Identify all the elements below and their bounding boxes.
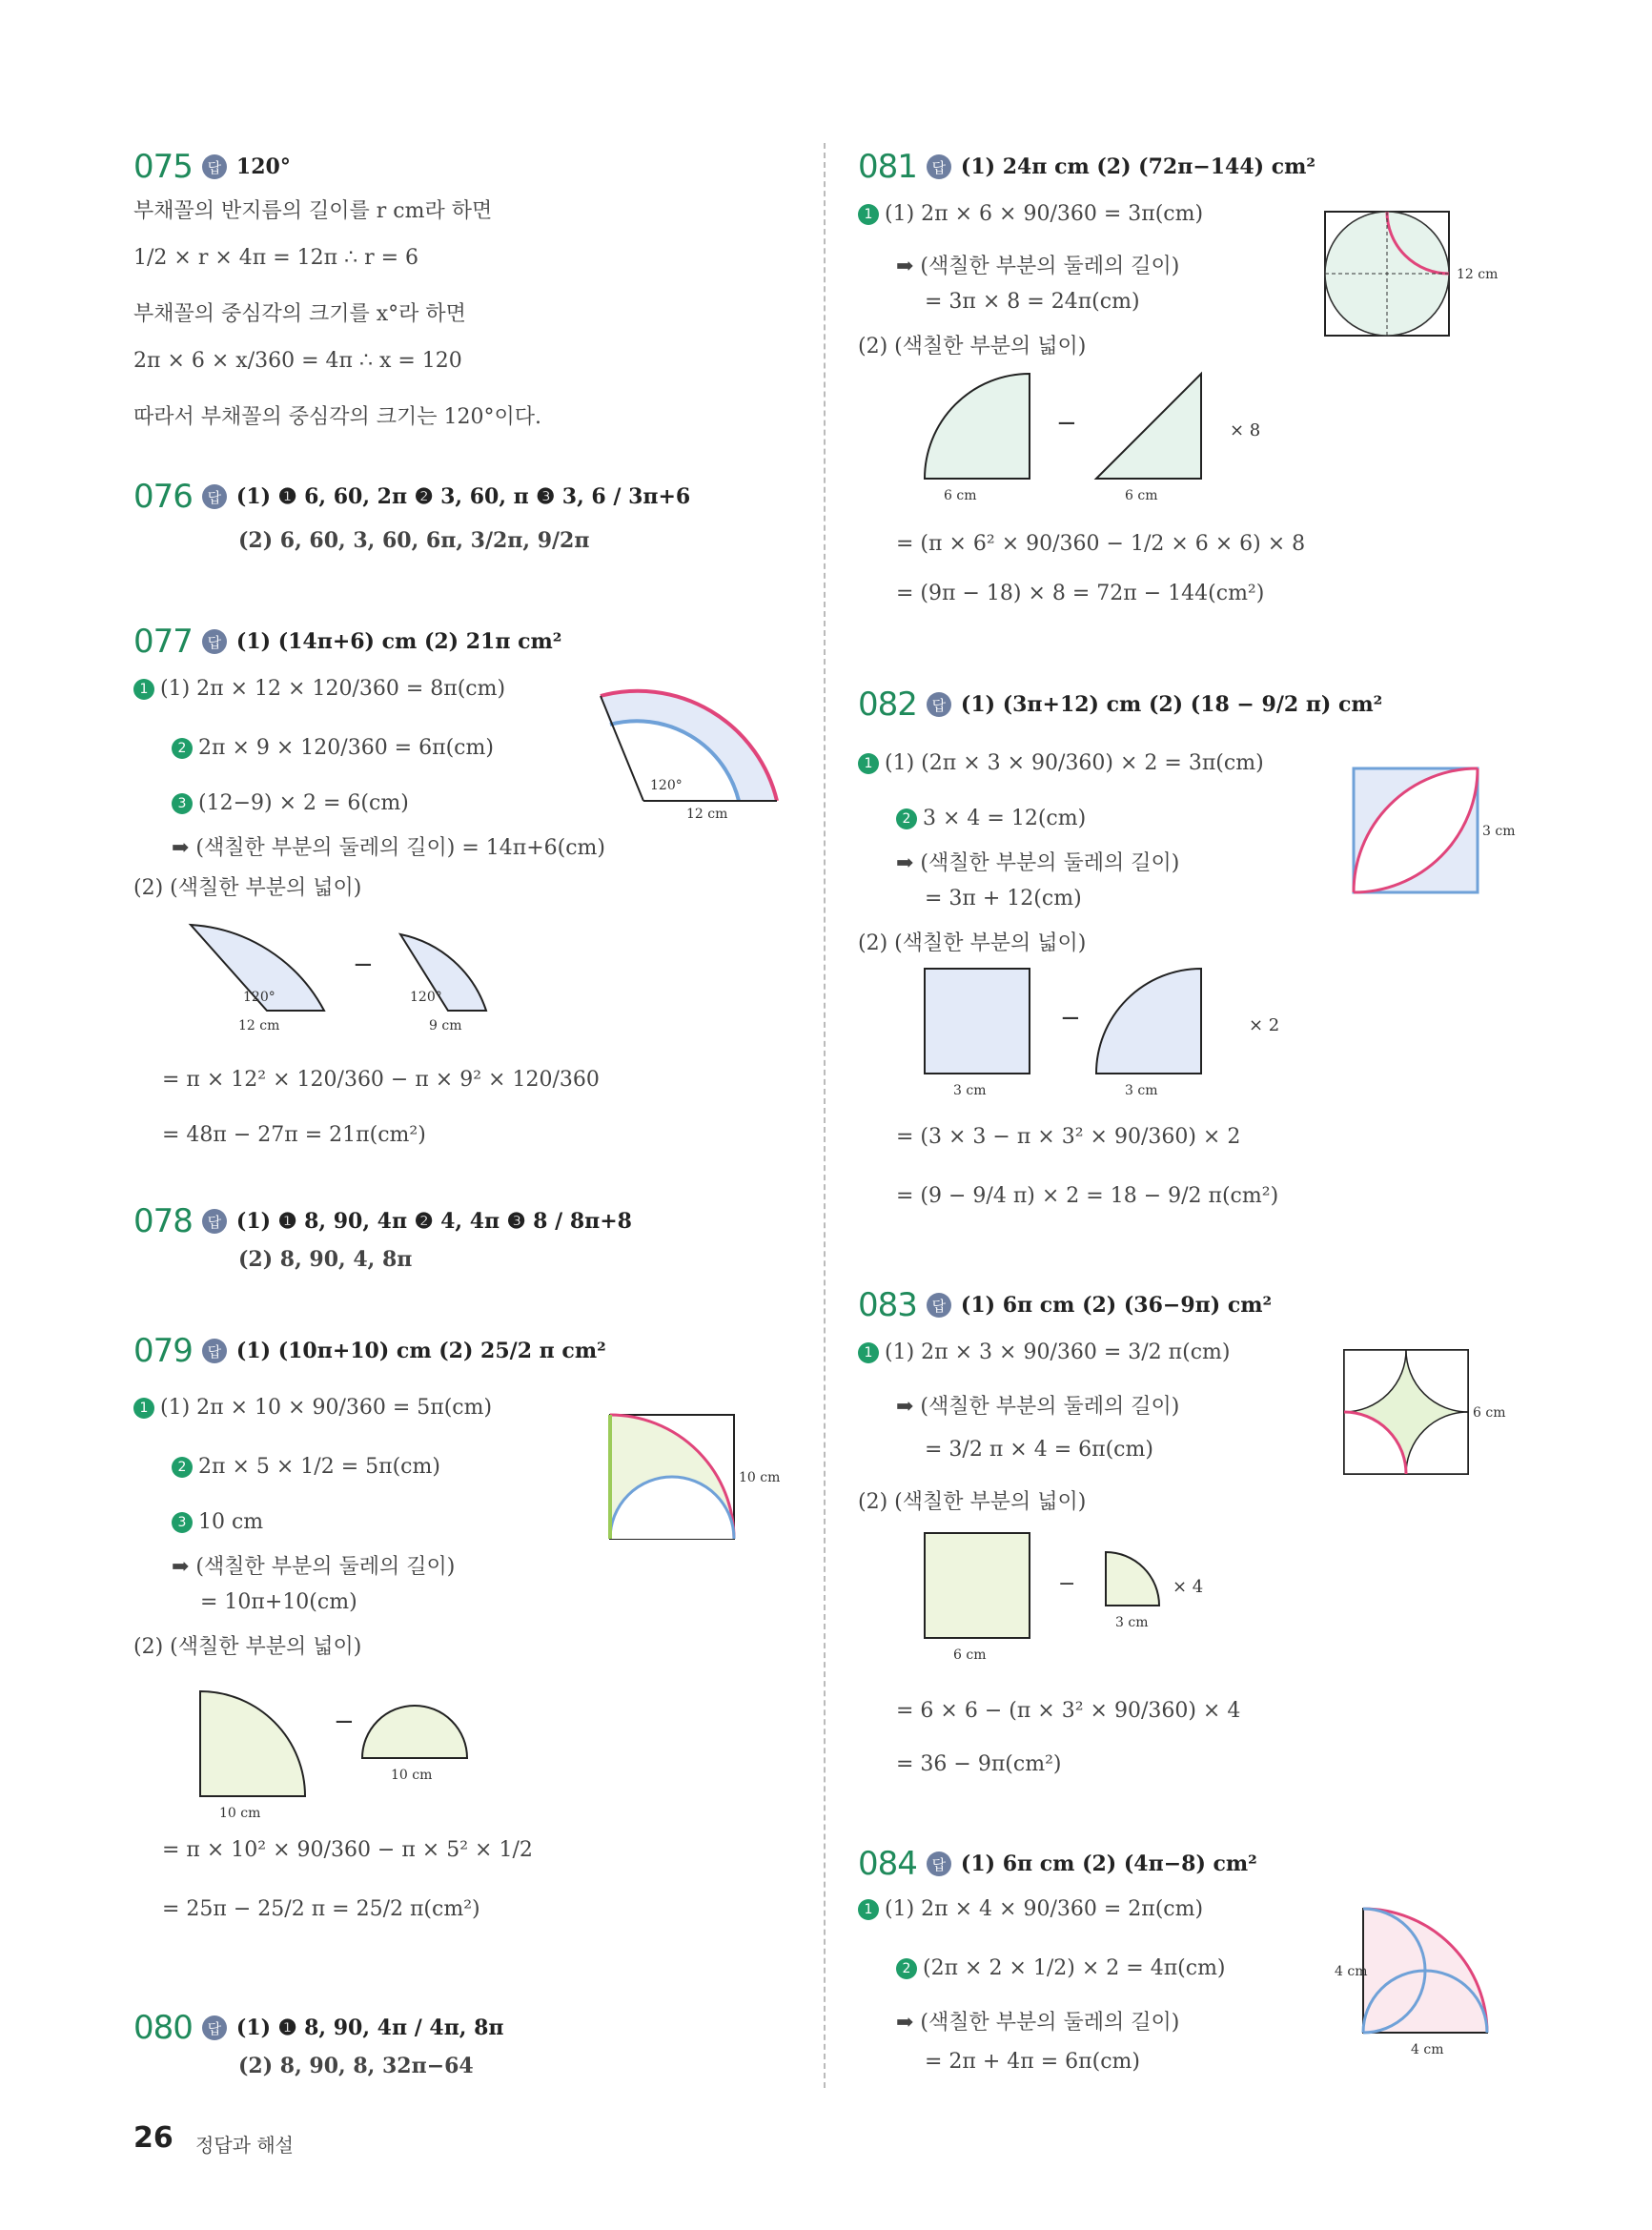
- solution-line: 1/2 × r × 4π = 12π ∴ r = 6: [133, 246, 419, 270]
- step-3-marker: 3: [172, 793, 193, 814]
- svg-text:× 8: × 8: [1230, 420, 1261, 440]
- radius-label: 12 cm: [686, 807, 728, 822]
- quarter-circle-figure: [1335, 1899, 1516, 2061]
- svg-text:10 cm: 10 cm: [391, 1768, 433, 1783]
- solution-line: ➡ (색칠한 부분의 둘레의 길이): [896, 2011, 1180, 2035]
- problem-number: 082: [858, 685, 917, 724]
- problem-083: [858, 1283, 1525, 1776]
- svg-text:−: −: [353, 951, 374, 979]
- area-difference-figure: [887, 959, 1306, 1102]
- solution-line: 1 (1) 2π × 10 × 90/360 = 5π(cm): [133, 1396, 492, 1420]
- solution-line: = 3/2 π × 4 = 6π(cm): [925, 1438, 1153, 1462]
- answer-badge: 답: [202, 629, 227, 654]
- solution-line: = 3π × 8 = 24π(cm): [925, 290, 1140, 314]
- answer-part-2: (2) 8, 90, 4, 8π: [238, 1247, 413, 1272]
- solution-line: 1 (1) 2π × 12 × 120/360 = 8π(cm): [133, 677, 505, 701]
- svg-text:−: −: [1058, 1572, 1076, 1596]
- problem-078: [133, 1199, 801, 1272]
- answer-badge: 답: [927, 692, 951, 717]
- sector-ring-figure: [591, 677, 782, 820]
- four-petal-figure: [1315, 202, 1506, 345]
- solution-line: 1 (1) (2π × 3 × 90/360) × 2 = 3π(cm): [858, 751, 1264, 775]
- svg-text:120°: 120°: [243, 990, 275, 1005]
- answer: (1) ❶ 6, 60, 2π ❷ 3, 60, π ❸ 3, 6 / 3π+6: [235, 484, 691, 509]
- solution-line: 부채꼴의 중심각의 크기를 x°라 하면: [133, 302, 466, 326]
- svg-text:−: −: [1056, 409, 1077, 438]
- answer: (1) (10π+10) cm (2) 25/2 π cm²: [235, 1339, 606, 1363]
- area-difference-figure: [172, 906, 572, 1039]
- problem-number: 077: [133, 623, 193, 661]
- answer-badge: 답: [927, 1293, 951, 1318]
- svg-text:4 cm: 4 cm: [1411, 2042, 1444, 2057]
- problem-number: 083: [858, 1286, 917, 1324]
- answer: (1) 24π cm (2) (72π−144) cm²: [960, 154, 1316, 179]
- svg-text:6 cm: 6 cm: [1473, 1405, 1506, 1421]
- solution-line: = (9 − 9/4 π) × 2 = 18 − 9/2 π(cm²): [896, 1184, 1279, 1208]
- problem-081: [858, 145, 1525, 605]
- svg-text:× 4: × 4: [1173, 1577, 1204, 1597]
- solution-line: 2π × 6 × x/360 = 4π ∴ x = 120: [133, 349, 462, 373]
- svg-text:6 cm: 6 cm: [953, 1647, 987, 1663]
- solution-line: (2) (색칠한 부분의 넓이): [858, 931, 1087, 955]
- svg-text:−: −: [334, 1708, 355, 1736]
- solution-line: 2 3 × 4 = 12(cm): [896, 807, 1086, 830]
- answer-part-2: (2) 6, 60, 3, 60, 6π, 3/2π, 9/2π: [238, 528, 590, 553]
- solution-line: ➡ (색칠한 부분의 둘레의 길이) = 14π+6(cm): [172, 836, 605, 860]
- svg-text:10 cm: 10 cm: [739, 1470, 781, 1485]
- problem-080: [133, 2006, 801, 2078]
- svg-text:3 cm: 3 cm: [1125, 1083, 1158, 1098]
- answer: (1) ❶ 8, 90, 4π / 4π, 8π: [235, 2015, 504, 2040]
- svg-text:9 cm: 9 cm: [429, 1018, 462, 1033]
- answer-badge: 답: [202, 484, 227, 509]
- solution-line: ➡ (색칠한 부분의 둘레의 길이): [896, 851, 1180, 875]
- solution-line: (2) (색칠한 부분의 넓이): [133, 1635, 362, 1659]
- problem-number: 079: [133, 1332, 193, 1370]
- answer-badge: 답: [202, 2015, 227, 2040]
- area-difference-figure: [887, 1524, 1306, 1676]
- solution-line: (2) (색칠한 부분의 넓이): [858, 335, 1087, 358]
- problem-number: 080: [133, 2009, 193, 2047]
- svg-text:× 2: × 2: [1249, 1015, 1280, 1035]
- svg-text:3 cm: 3 cm: [1482, 824, 1516, 839]
- area-difference-figure: [887, 364, 1287, 507]
- solution-line: = (3 × 3 − π × 3² × 90/360) × 2: [896, 1125, 1241, 1149]
- solution-line: = 2π + 4π = 6π(cm): [925, 2050, 1140, 2074]
- solution-line: = 48π − 27π = 21π(cm²): [162, 1123, 426, 1147]
- solution-line: (2) (색칠한 부분의 넓이): [133, 876, 362, 900]
- solution-line: = π × 10² × 90/360 − π × 5² × 1/2: [162, 1838, 533, 1862]
- answer: 120°: [235, 154, 291, 179]
- solution-line: = 25π − 25/2 π = 25/2 π(cm²): [162, 1897, 480, 1921]
- solution-line: ➡ (색칠한 부분의 둘레의 길이): [172, 1555, 456, 1579]
- problem-084: [858, 1842, 1525, 2074]
- problem-number: 084: [858, 1845, 917, 1883]
- svg-text:12 cm: 12 cm: [1457, 267, 1499, 282]
- solution-line: 2 2π × 9 × 120/360 = 6π(cm): [172, 736, 494, 760]
- solution-line: = (9π − 18) × 8 = 72π − 144(cm²): [896, 582, 1265, 605]
- problem-082: [858, 683, 1525, 1208]
- column-divider: [824, 143, 826, 2088]
- svg-text:3 cm: 3 cm: [1115, 1615, 1149, 1630]
- answer-badge: 답: [202, 154, 227, 179]
- problem-077: [133, 620, 801, 1147]
- solution-line: = 36 − 9π(cm²): [896, 1752, 1062, 1776]
- solution-line: = (π × 6² × 90/360 − 1/2 × 6 × 6) × 8: [896, 532, 1306, 556]
- svg-text:3 cm: 3 cm: [953, 1083, 987, 1098]
- problem-079: [133, 1329, 801, 1921]
- area-difference-figure: [172, 1672, 515, 1825]
- footer-label: 정답과 해설: [195, 2134, 294, 2157]
- svg-text:10 cm: 10 cm: [219, 1806, 261, 1821]
- answer: (1) (3π+12) cm (2) (18 − 9/2 π) cm²: [960, 692, 1383, 717]
- solution-line: 2 2π × 5 × 1/2 = 5π(cm): [172, 1455, 440, 1479]
- answer: (1) ❶ 8, 90, 4π ❷ 4, 4π ❸ 8 / 8π+8: [235, 1209, 632, 1234]
- solution-line: = 3π + 12(cm): [925, 887, 1082, 910]
- answer: (1) 6π cm (2) (4π−8) cm²: [960, 1852, 1257, 1876]
- solution-line: 따라서 부채꼴의 중심각의 크기는 120°이다.: [133, 405, 541, 429]
- answer-badge: 답: [927, 1852, 951, 1876]
- solution-line: 3 (12−9) × 2 = 6(cm): [172, 791, 409, 815]
- solution-line: ➡ (색칠한 부분의 둘레의 길이): [896, 255, 1180, 278]
- svg-text:6 cm: 6 cm: [944, 488, 977, 503]
- answer-badge: 답: [202, 1339, 227, 1363]
- answer: (1) (14π+6) cm (2) 21π cm²: [235, 629, 562, 654]
- solution-line: = π × 12² × 120/360 − π × 9² × 120/360: [162, 1068, 600, 1092]
- solution-line: 2 (2π × 2 × 1/2) × 2 = 4π(cm): [896, 1956, 1226, 1980]
- problem-number: 081: [858, 148, 917, 186]
- svg-text:6 cm: 6 cm: [1125, 488, 1158, 503]
- answer-part-2: (2) 8, 90, 8, 32π−64: [238, 2054, 474, 2078]
- svg-text:120°: 120°: [410, 990, 442, 1005]
- problem-076: [133, 475, 801, 553]
- problem-075: [133, 145, 801, 429]
- answer-badge: 답: [927, 154, 951, 179]
- solution-line: 3 10 cm: [172, 1510, 263, 1534]
- problem-number: 075: [133, 148, 193, 186]
- solution-line: = 10π+10(cm): [200, 1590, 357, 1614]
- answer-badge: 답: [202, 1209, 227, 1234]
- solution-line: 1 (1) 2π × 6 × 90/360 = 3π(cm): [858, 202, 1203, 226]
- step-2-marker: 2: [172, 738, 193, 759]
- quarter-circle-figure: [591, 1405, 781, 1548]
- page-number: 26: [133, 2121, 173, 2155]
- solution-line: = 6 × 6 − (π × 3² × 90/360) × 4: [896, 1699, 1241, 1723]
- problem-number: 076: [133, 478, 193, 516]
- problem-number: 078: [133, 1202, 193, 1240]
- svg-text:4 cm: 4 cm: [1335, 1964, 1368, 1979]
- angle-label: 120°: [650, 778, 683, 793]
- solution-line: 부채꼴의 반지름의 길이를 r cm라 하면: [133, 199, 493, 223]
- svg-text:12 cm: 12 cm: [238, 1018, 280, 1033]
- step-1-marker: 1: [133, 679, 154, 700]
- solution-line: 1 (1) 2π × 3 × 90/360 = 3/2 π(cm): [858, 1340, 1230, 1364]
- square-arcs-figure: [1335, 759, 1516, 902]
- svg-text:−: −: [1060, 1004, 1081, 1033]
- solution-line: (2) (색칠한 부분의 넓이): [858, 1490, 1087, 1514]
- solution-line: ➡ (색칠한 부분의 둘레의 길이): [896, 1395, 1180, 1419]
- solution-line: 1 (1) 2π × 4 × 90/360 = 2π(cm): [858, 1897, 1203, 1921]
- answer: (1) 6π cm (2) (36−9π) cm²: [960, 1293, 1273, 1318]
- star-square-figure: [1335, 1340, 1516, 1483]
